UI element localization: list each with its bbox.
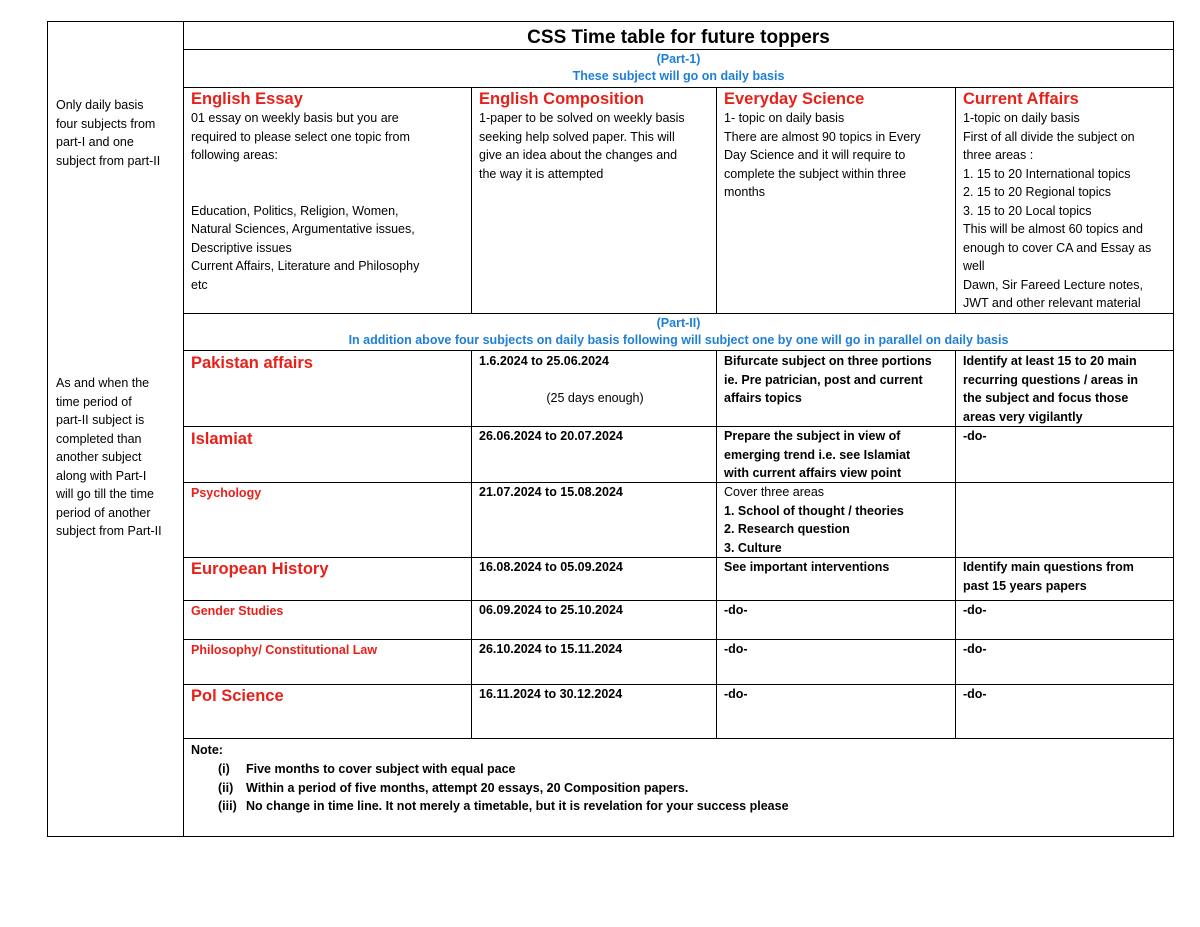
detail-line: three areas :: [963, 148, 1034, 162]
detail-line: months: [724, 185, 765, 199]
left-note-line: Only daily basis: [56, 98, 144, 112]
part1-label: (Part-1): [656, 52, 701, 66]
detail-line: This will be almost 60 topics and: [963, 222, 1143, 236]
detail-line: seeking help solved paper. This will: [479, 129, 675, 144]
part2-col-divider-2: [716, 350, 717, 738]
note-number: (ii): [218, 780, 234, 795]
detail-line: 1-paper to be solved on weekly basis: [479, 111, 685, 125]
subject-heading: Current Affairs: [963, 90, 1079, 108]
part1-column-current-affairs: [963, 89, 1171, 313]
row-plan: -do-: [724, 687, 748, 701]
part2-label: (Part-II): [656, 316, 701, 330]
plan-line: Cover three areas: [724, 485, 825, 499]
row-dates: 06.09.2024 to 25.10.2024: [479, 603, 623, 617]
left-note-line: completed than: [56, 431, 142, 446]
subject-details: [191, 109, 467, 294]
detail-line: required to please select one topic from: [191, 129, 410, 144]
date-line: 1.6.2024 to 25.06.2024: [479, 354, 609, 368]
left-note-bottom: [56, 374, 162, 541]
part1-column-essay: [191, 89, 467, 294]
left-note-line: along with Part-I: [56, 468, 147, 483]
detail-spacer: [191, 183, 467, 202]
note-text: No change in time line. It not merely a timetable, but it is revelation for your success please: [246, 799, 789, 813]
note-label: Note:: [191, 743, 223, 757]
detail-line: Natural Sciences, Argumentative issues,: [191, 222, 415, 236]
detail-line: JWT and other relevant material: [963, 296, 1141, 310]
plan-line: 3. Culture: [724, 540, 782, 555]
part1-column-composition: [479, 89, 711, 183]
row-plan: -do-: [724, 642, 748, 656]
plan-line: 1. School of thought / theories: [724, 503, 904, 518]
row-subject: European History: [191, 560, 329, 578]
part2-header-divider: [183, 350, 1174, 351]
row-plan: -do-: [724, 603, 748, 617]
detail-line: First of all divide the subject on: [963, 129, 1135, 144]
row-plan: [724, 427, 910, 483]
row-subject: Philosophy/ Constitutional Law: [191, 643, 378, 657]
note-text: Five months to cover subject with equal pace: [246, 762, 516, 776]
note-number: (iii): [218, 799, 237, 813]
focus-line: Identify at least 15 to 20 main: [963, 354, 1137, 368]
detail-line: Current Affairs, Literature and Philosophy: [191, 259, 420, 273]
left-note-line: period of another: [56, 505, 151, 520]
detail-line: 1- topic on daily basis: [724, 111, 845, 125]
note-list: [218, 760, 789, 816]
part2-subtitle: In addition above four subjects on daily basis following will subject one by one will go in parallel on daily basis: [348, 333, 1009, 347]
row-divider-5: [183, 639, 1174, 640]
left-note-line: As and when the: [56, 376, 150, 390]
detail-line: give an idea about the changes and: [479, 148, 678, 162]
note-text: Within a period of five months, attempt 20 essays, 20 Composition papers.: [246, 780, 689, 795]
row-subject: Psychology: [191, 486, 262, 500]
left-note-line: time period of: [56, 394, 132, 409]
left-note-line: part-I and one: [56, 135, 134, 149]
detail-line: following areas:: [191, 148, 278, 162]
detail-line: Dawn, Sir Fareed Lecture notes,: [963, 277, 1143, 292]
detail-line: enough to cover CA and Essay as: [963, 240, 1152, 255]
part1-column-science: [724, 89, 952, 202]
detail-line: 1. 15 to 20 International topics: [963, 166, 1131, 181]
note-item: [218, 760, 789, 779]
detail-spacer: [191, 165, 467, 184]
focus-line: areas very vigilantly: [963, 409, 1083, 424]
focus-line: Identify main questions from: [963, 560, 1134, 574]
part1-col-divider-3: [955, 87, 956, 313]
row-subject: Islamiat: [191, 430, 253, 448]
row-divider-1: [183, 426, 1174, 427]
note-item: [218, 779, 789, 798]
detail-line: Descriptive issues: [191, 240, 292, 255]
plan-line: affairs topics: [724, 391, 802, 405]
plan-line: Prepare the subject in view of: [724, 429, 901, 443]
row-plan: [724, 483, 904, 557]
note-item: [218, 797, 789, 816]
plan-line: Bifurcate subject on three portions: [724, 354, 932, 368]
row-focus: -do-: [963, 603, 987, 617]
left-note-line: subject from Part-II: [56, 524, 162, 538]
left-column-divider: [183, 21, 184, 837]
detail-line: complete the subject within three: [724, 166, 907, 181]
row-dates: 16.08.2024 to 05.09.2024: [479, 560, 623, 574]
plan-line: 2. Research question: [724, 522, 850, 536]
subject-heading: English Essay: [191, 90, 303, 108]
subject-heading: Everyday Science: [724, 90, 865, 108]
detail-line: Day Science and it will require to: [724, 148, 906, 162]
focus-line: past 15 years papers: [963, 578, 1087, 593]
plan-line: emerging trend i.e. see Islamiat: [724, 447, 911, 462]
row-plan: See important interventions: [724, 560, 890, 574]
part1-col-divider-1: [471, 87, 472, 313]
row-focus: -do-: [963, 687, 987, 701]
left-note-line: will go till the time: [56, 487, 154, 501]
note-number: (i): [218, 762, 230, 776]
row-focus: -do-: [963, 642, 987, 656]
detail-line: 1-topic on daily basis: [963, 111, 1080, 125]
part1-col-divider-2: [716, 87, 717, 313]
left-note-line: part-II subject is: [56, 413, 145, 427]
row-dates: 26.06.2024 to 20.07.2024: [479, 429, 623, 443]
row-dates: 21.07.2024 to 15.08.2024: [479, 485, 623, 499]
page-title: CSS Time table for future toppers: [527, 27, 830, 48]
row-subject: Pol Science: [191, 687, 284, 705]
detail-line: well: [963, 259, 985, 273]
row-dates: 26.10.2024 to 15.11.2024: [479, 642, 623, 656]
focus-line: recurring questions / areas in: [963, 372, 1139, 387]
row-subject: Pakistan affairs: [191, 354, 313, 372]
row-subject: Gender Studies: [191, 604, 284, 618]
detail-line: 01 essay on weekly basis but you are: [191, 111, 399, 125]
left-note-top: [56, 96, 160, 170]
row-focus: [963, 558, 1134, 595]
row-dates: 16.11.2024 to 30.12.2024: [479, 687, 623, 701]
subject-heading: English Composition: [479, 90, 644, 108]
part2-col-divider-3: [955, 350, 956, 738]
row-focus: [963, 352, 1138, 426]
part1-header-divider: [183, 87, 1174, 88]
detail-line: There are almost 90 topics in Every: [724, 129, 921, 144]
detail-line: 3. 15 to 20 Local topics: [963, 203, 1092, 218]
row-plan: [724, 352, 932, 408]
row-divider-7: [183, 738, 1174, 739]
plan-line: with current affairs view point: [724, 466, 902, 480]
detail-line: 2. 15 to 20 Regional topics: [963, 185, 1112, 199]
subject-details: [963, 109, 1171, 313]
detail-line: Education, Politics, Religion, Women,: [191, 203, 399, 218]
part2-col-divider-1: [471, 350, 472, 738]
row-divider-6: [183, 684, 1174, 685]
date-spacer: [479, 371, 711, 390]
row-dates-note: (25 days enough): [546, 391, 644, 405]
left-note-line: subject from part-II: [56, 153, 161, 168]
row-dates: [479, 352, 711, 389]
left-note-line: four subjects from: [56, 116, 156, 131]
subject-details: [479, 109, 711, 183]
subject-details: [724, 109, 952, 202]
plan-line: ie. Pre patrician, post and current: [724, 372, 923, 387]
detail-line: the way it is attempted: [479, 166, 604, 181]
row-focus: -do-: [963, 429, 987, 443]
detail-line: etc: [191, 277, 208, 292]
part1-body-divider: [183, 313, 1174, 314]
focus-line: the subject and focus those: [963, 391, 1129, 405]
left-note-line: another subject: [56, 450, 142, 464]
row-divider-2: [183, 482, 1174, 483]
part1-subtitle: These subject will go on daily basis: [572, 69, 785, 83]
row-divider-4: [183, 600, 1174, 601]
